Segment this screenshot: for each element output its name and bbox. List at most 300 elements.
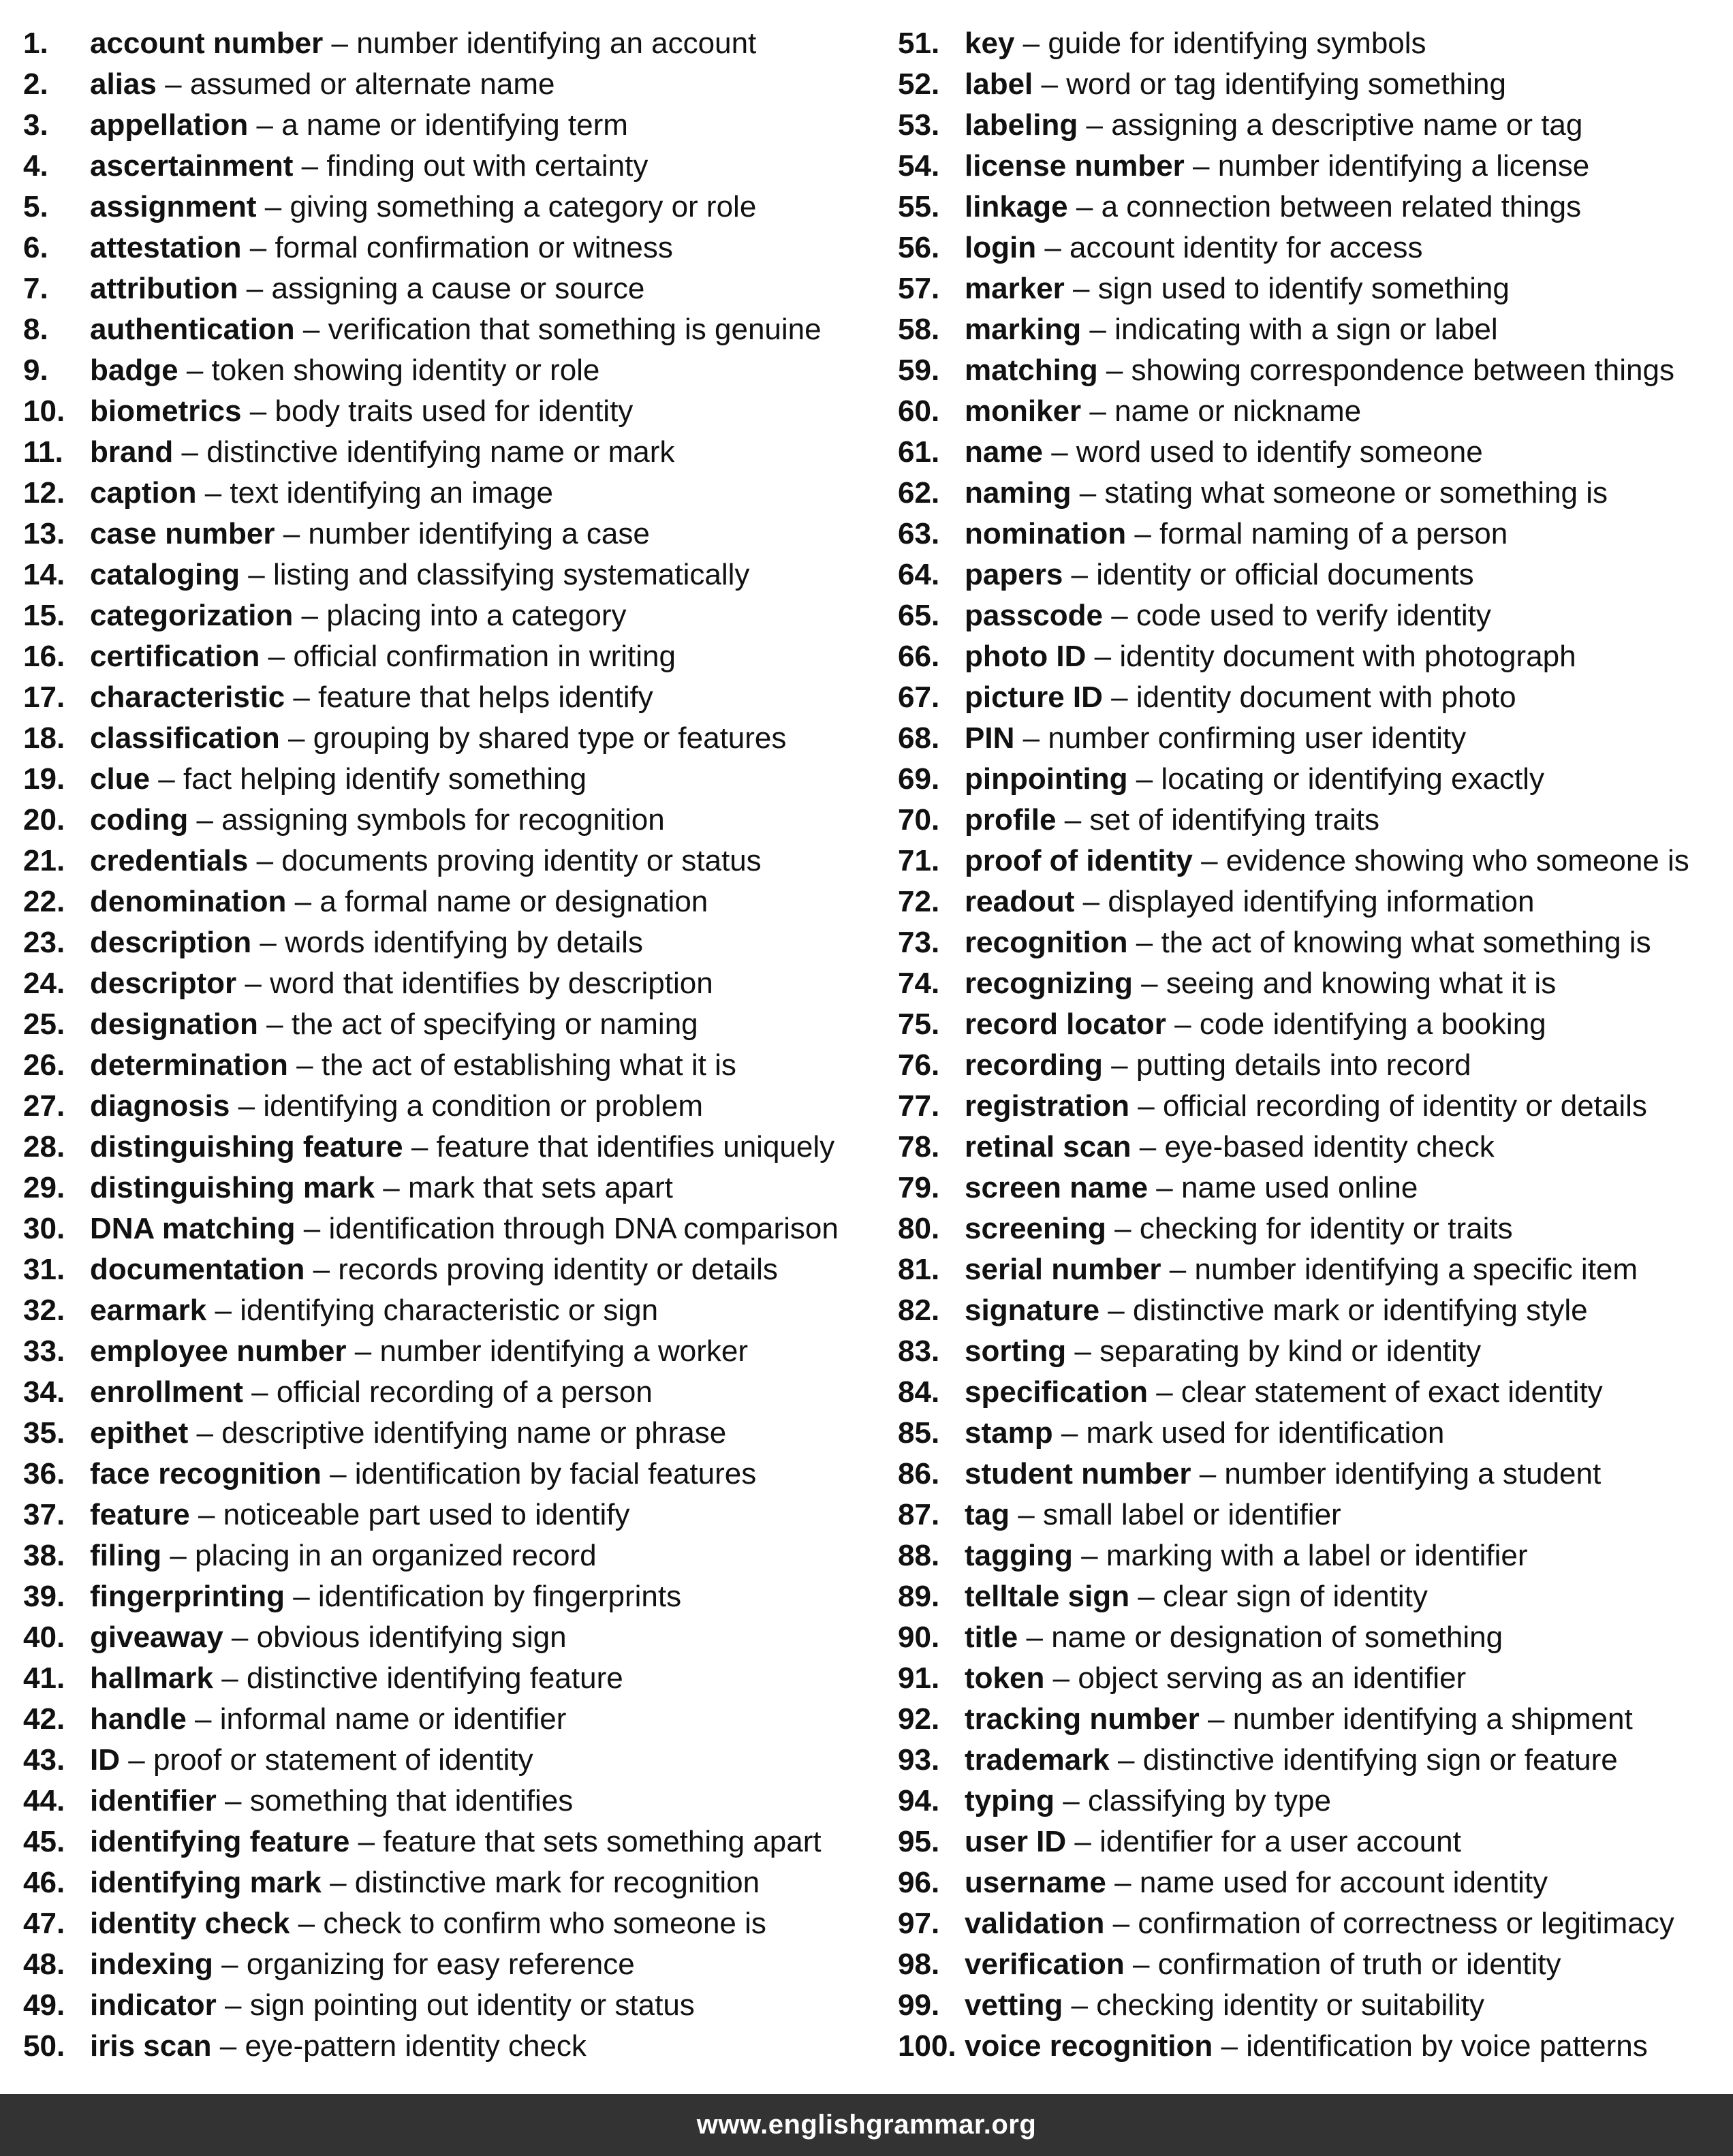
item-number: 46. — [23, 1866, 65, 1899]
list-item — [23, 23, 881, 64]
item-term: label — [965, 67, 1033, 101]
list-item — [898, 350, 1729, 391]
item-text — [965, 922, 1651, 963]
item-term: hallmark — [90, 1661, 213, 1695]
item-definition: records proving identity or details — [338, 1253, 778, 1286]
item-definition: identity document with photo — [1136, 681, 1516, 714]
item-separator: – — [354, 1334, 372, 1368]
item-number: 19. — [23, 762, 65, 796]
item-separator: – — [1207, 1702, 1225, 1736]
list-item — [23, 595, 881, 636]
list-item — [898, 391, 1729, 432]
item-separator: – — [1111, 599, 1128, 632]
item-separator: – — [1201, 844, 1218, 877]
item-term: determination — [90, 1048, 288, 1082]
item-separator: – — [1051, 435, 1068, 469]
list-item — [23, 1617, 881, 1658]
item-number: 3. — [23, 108, 48, 142]
item-number: 17. — [23, 681, 65, 714]
word-list-column-right — [898, 23, 1729, 2067]
item-separator: – — [1174, 1007, 1191, 1041]
item-text — [965, 23, 1426, 64]
item-text — [90, 1372, 653, 1413]
item-definition: assigning a descriptive name or tag — [1111, 108, 1583, 142]
list-item — [898, 1249, 1729, 1290]
item-text — [965, 1658, 1466, 1699]
item-definition: set of identifying traits — [1089, 803, 1379, 837]
item-text — [965, 268, 1510, 309]
item-definition: distinctive mark for recognition — [354, 1866, 760, 1899]
item-number: 15. — [23, 599, 65, 632]
list-item — [23, 1168, 881, 1208]
item-definition: mark that sets apart — [408, 1171, 673, 1204]
item-separator: – — [181, 435, 198, 469]
list-item — [23, 1249, 881, 1290]
list-item — [898, 1822, 1729, 1862]
item-definition: small label or identifier — [1042, 1498, 1341, 1531]
item-number: 100. — [898, 2029, 956, 2063]
item-number: 43. — [23, 1743, 65, 1777]
item-definition: stating what someone or something is — [1104, 476, 1608, 510]
item-definition: official recording of a person — [276, 1375, 653, 1409]
item-term: ID — [90, 1743, 120, 1777]
list-item — [23, 1862, 881, 1903]
item-separator: – — [294, 885, 312, 918]
item-term: handle — [90, 1702, 187, 1736]
item-definition: informal name or identifier — [219, 1702, 567, 1736]
item-number: 55. — [898, 190, 940, 223]
item-number: 51. — [898, 27, 940, 60]
item-number: 93. — [898, 1743, 940, 1777]
item-definition: finding out with certainty — [326, 149, 649, 183]
item-separator: – — [256, 844, 274, 877]
list-item — [23, 1208, 881, 1249]
item-term: feature — [90, 1498, 190, 1531]
item-separator: – — [1052, 1661, 1070, 1695]
item-definition: a connection between related things — [1101, 190, 1582, 223]
item-separator: – — [128, 1743, 145, 1777]
item-definition: name used for account identity — [1139, 1866, 1548, 1899]
item-number: 33. — [23, 1334, 65, 1368]
item-term: appellation — [90, 108, 249, 142]
item-text — [90, 1495, 630, 1535]
list-item — [898, 554, 1729, 595]
item-number: 58. — [898, 313, 940, 346]
item-number: 76. — [898, 1048, 940, 1082]
item-definition: identity document with photograph — [1119, 640, 1576, 673]
item-definition: showing correspondence between things — [1131, 354, 1674, 387]
item-separator: – — [1193, 149, 1210, 183]
item-number: 56. — [898, 231, 940, 264]
item-term: iris scan — [90, 2029, 212, 2063]
item-number: 12. — [23, 476, 65, 510]
item-text — [965, 1944, 1561, 1985]
list-item — [23, 514, 881, 554]
item-definition: obvious identifying sign — [256, 1621, 567, 1654]
item-text — [965, 1331, 1481, 1372]
item-definition: text identifying an image — [230, 476, 553, 510]
list-item — [23, 1086, 881, 1127]
list-item — [898, 718, 1729, 759]
item-term: sorting — [965, 1334, 1067, 1368]
item-separator: – — [251, 1375, 268, 1409]
item-number: 60. — [898, 394, 940, 428]
item-term: student number — [965, 1457, 1191, 1490]
item-term: fingerprinting — [90, 1580, 285, 1613]
item-number: 45. — [23, 1825, 65, 1858]
item-term: distinguishing mark — [90, 1171, 375, 1204]
item-definition: checking identity or suitability — [1096, 1988, 1485, 2022]
item-term: readout — [965, 885, 1075, 918]
item-text — [90, 105, 628, 146]
item-definition: giving something a category or role — [290, 190, 757, 223]
item-number: 29. — [23, 1171, 65, 1204]
item-number: 40. — [23, 1621, 65, 1654]
item-separator: – — [1071, 1988, 1088, 2022]
item-number: 24. — [23, 967, 65, 1000]
list-item — [898, 1331, 1729, 1372]
list-item — [23, 1331, 881, 1372]
list-item — [23, 1822, 881, 1862]
item-separator: – — [1114, 1866, 1131, 1899]
item-number: 83. — [898, 1334, 940, 1368]
item-term: key — [965, 27, 1015, 60]
list-item — [898, 1495, 1729, 1535]
item-definition: assumed or alternate name — [189, 67, 555, 101]
item-text — [965, 1985, 1484, 2026]
list-item — [23, 677, 881, 718]
item-text — [90, 1208, 839, 1249]
item-text — [965, 963, 1556, 1004]
item-text — [90, 64, 555, 105]
item-separator: – — [215, 1294, 232, 1327]
list-item — [898, 677, 1729, 718]
item-separator: – — [383, 1171, 400, 1204]
item-number: 41. — [23, 1661, 65, 1695]
item-definition: noticeable part used to identify — [223, 1498, 630, 1531]
item-definition: distinctive identifying name or mark — [206, 435, 675, 469]
item-separator: – — [260, 926, 277, 959]
item-term: trademark — [965, 1743, 1110, 1777]
item-text — [965, 473, 1608, 514]
list-item — [23, 268, 881, 309]
item-text — [965, 677, 1516, 718]
item-number: 82. — [898, 1294, 940, 1327]
item-separator: – — [1094, 640, 1112, 673]
list-item — [898, 1127, 1729, 1168]
item-number: 73. — [898, 926, 940, 959]
item-text — [965, 391, 1361, 432]
item-definition: the act of establishing what it is — [321, 1048, 736, 1082]
item-term: characteristic — [90, 681, 285, 714]
item-term: certification — [90, 640, 260, 673]
item-term: attribution — [90, 272, 238, 305]
item-separator: – — [266, 1007, 283, 1041]
item-text — [965, 1372, 1603, 1413]
item-separator: – — [195, 1702, 212, 1736]
list-item — [898, 1372, 1729, 1413]
item-definition: number identifying a case — [308, 517, 650, 550]
item-definition: grouping by shared type or features — [313, 721, 787, 755]
item-term: identifying mark — [90, 1866, 322, 1899]
item-number: 30. — [23, 1212, 65, 1245]
item-number: 48. — [23, 1948, 65, 1981]
item-number: 72. — [898, 885, 940, 918]
item-separator: – — [238, 1089, 255, 1123]
item-text — [90, 391, 633, 432]
item-text — [965, 554, 1474, 595]
list-item — [23, 432, 881, 473]
item-number: 86. — [898, 1457, 940, 1490]
item-number: 36. — [23, 1457, 65, 1490]
item-text — [965, 1004, 1546, 1045]
list-item — [23, 146, 881, 187]
item-text — [965, 800, 1379, 841]
list-item — [23, 1495, 881, 1535]
item-number: 27. — [23, 1089, 65, 1123]
item-text — [965, 1740, 1618, 1781]
item-number: 7. — [23, 272, 48, 305]
item-number: 26. — [23, 1048, 65, 1082]
item-separator: – — [1018, 1498, 1035, 1531]
list-item — [898, 64, 1729, 105]
list-item — [898, 1862, 1729, 1903]
item-separator: – — [1138, 1580, 1155, 1613]
item-number: 38. — [23, 1539, 65, 1572]
item-number: 28. — [23, 1130, 65, 1163]
item-number: 63. — [898, 517, 940, 550]
item-text — [965, 1086, 1647, 1127]
item-definition: number confirming user identity — [1048, 721, 1467, 755]
item-term: categorization — [90, 599, 294, 632]
item-definition: name or nickname — [1114, 394, 1362, 428]
list-item — [898, 1740, 1729, 1781]
item-number: 59. — [898, 354, 940, 387]
item-separator: – — [1064, 803, 1082, 837]
item-separator: – — [1089, 394, 1106, 428]
item-separator: – — [196, 1416, 213, 1450]
item-definition: confirmation of correctness or legitimacy — [1138, 1907, 1674, 1940]
item-definition: official confirmation in writing — [293, 640, 676, 673]
item-separator: – — [1074, 1334, 1091, 1368]
item-term: matching — [965, 354, 1098, 387]
item-definition: number identifying a specific item — [1194, 1253, 1638, 1286]
item-text — [965, 1045, 1471, 1086]
item-term: filing — [90, 1539, 162, 1572]
item-definition: word used to identify someone — [1076, 435, 1483, 469]
item-separator: – — [170, 1539, 187, 1572]
list-item — [898, 636, 1729, 677]
item-term: voice recognition — [965, 2029, 1213, 2063]
item-definition: checking for identity or traits — [1139, 1212, 1513, 1245]
item-number: 71. — [898, 844, 940, 877]
item-separator: – — [1136, 762, 1153, 796]
item-text — [90, 1168, 673, 1208]
item-term: screening — [965, 1212, 1106, 1245]
item-definition: identifying characteristic or sign — [240, 1294, 659, 1327]
item-term: recognizing — [965, 967, 1133, 1000]
item-separator: – — [330, 1866, 347, 1899]
item-separator: – — [283, 517, 300, 550]
item-term: verification — [965, 1948, 1125, 1981]
item-separator: – — [1221, 2029, 1238, 2063]
item-definition: eye-pattern identity check — [245, 2029, 587, 2063]
item-number: 74. — [898, 967, 940, 1000]
item-definition: displayed identifying information — [1108, 885, 1535, 918]
item-text — [965, 1168, 1418, 1208]
list-item — [23, 105, 881, 146]
item-number: 44. — [23, 1784, 65, 1817]
item-definition: a formal name or designation — [319, 885, 708, 918]
item-number: 14. — [23, 558, 65, 591]
item-definition: clear statement of exact identity — [1181, 1375, 1603, 1409]
footer-website-url[interactable]: www.englishgrammar.org — [696, 2110, 1037, 2140]
item-separator: – — [293, 681, 310, 714]
list-item — [23, 187, 881, 228]
item-text — [965, 187, 1581, 228]
item-number: 9. — [23, 354, 48, 387]
list-item — [23, 963, 881, 1004]
item-separator: – — [313, 1253, 330, 1286]
item-term: title — [965, 1621, 1018, 1654]
item-definition: body traits used for identity — [275, 394, 634, 428]
list-item — [898, 1576, 1729, 1617]
item-definition: word that identifies by description — [270, 967, 713, 1000]
item-separator: – — [1082, 885, 1100, 918]
item-number: 32. — [23, 1294, 65, 1327]
item-number: 20. — [23, 803, 65, 837]
item-term: credentials — [90, 844, 249, 877]
item-separator: – — [411, 1130, 428, 1163]
item-term: PIN — [965, 721, 1015, 755]
item-text — [965, 718, 1466, 759]
item-separator: – — [1071, 558, 1089, 591]
item-definition: classifying by type — [1087, 1784, 1331, 1817]
item-term: denomination — [90, 885, 287, 918]
list-item — [898, 228, 1729, 268]
item-term: marker — [965, 272, 1065, 305]
item-number: 54. — [898, 149, 940, 183]
item-number: 34. — [23, 1375, 65, 1409]
item-separator: – — [331, 27, 348, 60]
item-term: recording — [965, 1048, 1103, 1082]
list-item — [898, 1699, 1729, 1740]
list-item — [23, 1699, 881, 1740]
list-item — [23, 881, 881, 922]
item-separator: – — [1169, 1253, 1187, 1286]
item-definition: organizing for easy reference — [246, 1948, 635, 1981]
list-item — [898, 1535, 1729, 1576]
item-separator: – — [256, 108, 273, 142]
item-text — [965, 881, 1534, 922]
item-definition: distinctive identifying sign or feature — [1142, 1743, 1618, 1777]
item-separator: – — [358, 1825, 375, 1858]
item-definition: evidence showing who someone is — [1225, 844, 1689, 877]
list-item — [898, 1413, 1729, 1454]
item-number: 21. — [23, 844, 65, 877]
list-item — [898, 1454, 1729, 1495]
item-separator: – — [293, 1580, 310, 1613]
item-definition: code identifying a booking — [1199, 1007, 1546, 1041]
item-separator: – — [1061, 1416, 1078, 1450]
item-definition: distinctive mark or identifying style — [1133, 1294, 1588, 1327]
list-item — [23, 1372, 881, 1413]
item-definition: formal naming of a person — [1159, 517, 1508, 550]
item-number: 99. — [898, 1988, 940, 2022]
item-text — [90, 1822, 822, 1862]
item-definition: code used to verify identity — [1136, 599, 1491, 632]
item-separator: – — [1089, 313, 1106, 346]
item-term: caption — [90, 476, 197, 510]
item-number: 64. — [898, 558, 940, 591]
item-number: 80. — [898, 1212, 940, 1245]
item-term: pinpointing — [965, 762, 1128, 796]
item-term: labeling — [965, 108, 1078, 142]
item-term: screen name — [965, 1171, 1149, 1204]
item-number: 81. — [898, 1253, 940, 1286]
item-term: picture ID — [965, 681, 1103, 714]
item-term: serial number — [965, 1253, 1161, 1286]
item-separator: – — [1138, 1089, 1155, 1123]
item-separator: – — [221, 1661, 238, 1695]
item-term: identifier — [90, 1784, 217, 1817]
item-term: moniker — [965, 394, 1082, 428]
list-item — [23, 718, 881, 759]
item-term: typing — [965, 1784, 1055, 1817]
item-separator: – — [248, 558, 265, 591]
item-definition: identification by fingerprints — [317, 1580, 682, 1613]
item-number: 31. — [23, 1253, 65, 1286]
item-separator: – — [303, 1212, 321, 1245]
item-number: 92. — [898, 1702, 940, 1736]
list-item — [898, 514, 1729, 554]
item-definition: assigning a cause or source — [271, 272, 645, 305]
item-term: tagging — [965, 1539, 1073, 1572]
item-text — [90, 146, 648, 187]
item-text — [90, 1699, 566, 1740]
item-number: 35. — [23, 1416, 65, 1450]
item-text — [90, 514, 650, 554]
item-separator: – — [196, 803, 213, 837]
item-definition: assigning symbols for recognition — [221, 803, 665, 837]
item-text — [90, 800, 665, 841]
list-item — [23, 1576, 881, 1617]
item-term: coding — [90, 803, 189, 837]
item-separator: – — [1136, 926, 1153, 959]
item-definition: identification through DNA comparison — [328, 1212, 839, 1245]
list-item — [898, 473, 1729, 514]
item-term: stamp — [965, 1416, 1053, 1450]
item-term: naming — [965, 476, 1072, 510]
item-term: name — [965, 435, 1043, 469]
item-separator: – — [264, 190, 282, 223]
list-item — [23, 636, 881, 677]
item-number: 65. — [898, 599, 940, 632]
item-term: specification — [965, 1375, 1148, 1409]
list-item — [898, 881, 1729, 922]
item-separator: – — [301, 149, 319, 183]
list-item — [898, 268, 1729, 309]
list-item — [898, 800, 1729, 841]
item-term: authentication — [90, 313, 295, 346]
item-text — [965, 595, 1491, 636]
item-term: giveaway — [90, 1621, 223, 1654]
item-term: distinguishing feature — [90, 1130, 403, 1163]
item-text — [90, 1535, 597, 1576]
item-text — [90, 1781, 573, 1822]
list-item — [898, 595, 1729, 636]
item-term: username — [965, 1866, 1106, 1899]
